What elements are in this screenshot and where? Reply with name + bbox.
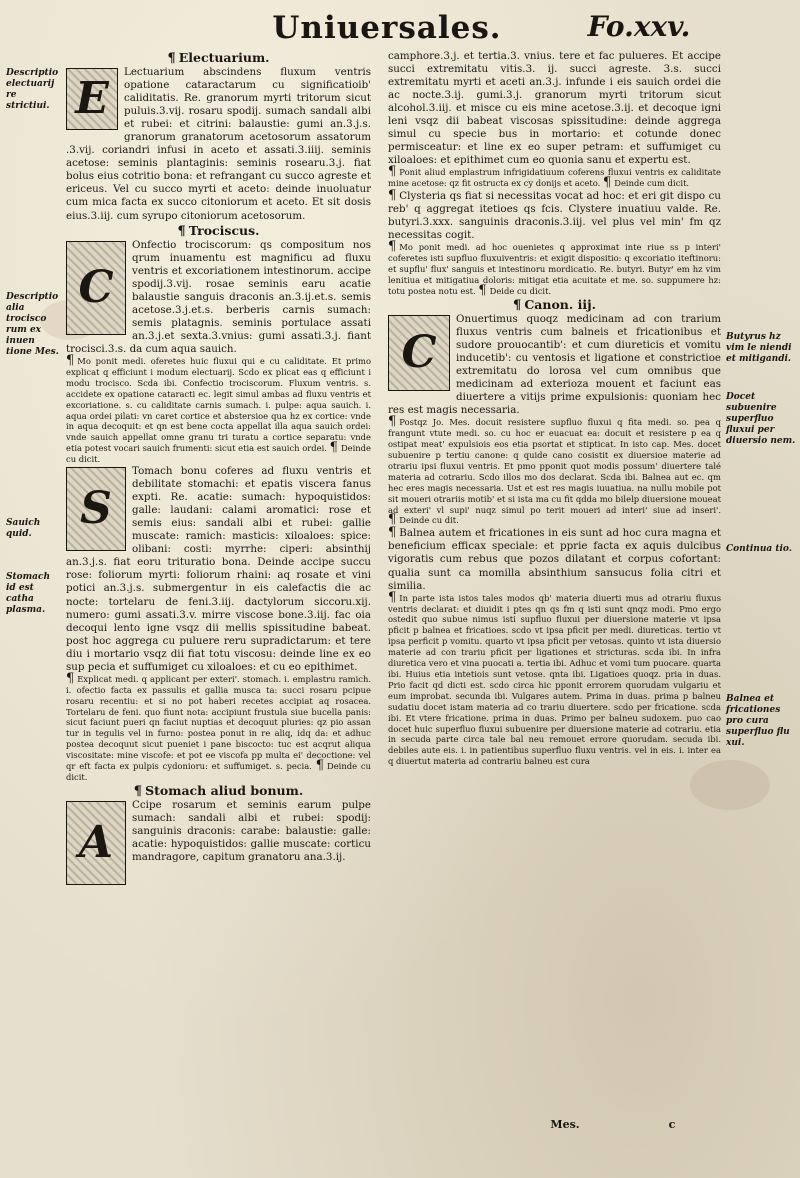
body-paragraph: ¶ Balnea autem et fricationes in eis sunt ad hoc cura magna et beneficium efficax speciale: et pprie facta ex aquis dulcibus vigoratis cum rebus que pozos dilatant et corpus cofortant: qualia sunt ca momilla absinthium sansucus folia citri et similia. bbox=[388, 525, 721, 592]
running-title: Uniuersales. bbox=[272, 10, 502, 46]
commentary-note: ¶ Mo ponit medi. oferetes huic fluxui qui e cu caliditate. Et primo explicat q efficiunt i modum electuarij. Scdo ex plicat eas q efficiunt i modu trocisco. Scda ibi. Confectio trociscorum. Fluxum ventris. s. accidete ex opatione cataracti ec. legit simul ambas ad fluxu ventris et excoriatione. s. cu caliditate carnis sumach. i. pulpe: aqua sauich. i. aqua ordei pilati: vn caret cortice et abstersioe qua hz ex cortice: vnde in aqua decoquit: et qn est bene cocta appellat illa aqua sauich ordei: vnde sauich appellat omne granu tri turatu a cortice separatu: vnde etia potest vocari sauich frumenti: sicut etia est sauich ordei. ¶ Deinde cu dicit. bbox=[66, 352, 371, 465]
right-column bbox=[388, 50, 721, 1130]
decorated-initial: A bbox=[66, 801, 126, 885]
margin-note: Continua tio. bbox=[726, 544, 792, 554]
pilcrow-icon: ¶ bbox=[388, 164, 397, 180]
body-paragraph: Lectuarium abscindens fluxum ventris opatione cataractarum cu significatioib' caliditatis. Re. granorum myrti tritorum sicut puluis.3.vij. rosaru spodij. sumach sandali albi et rubei: et citrini: balaustie: gumi an.3.j.s. granorum granatorum acetosorum assatorum .3.vij. coriandri infusi in aceto et assati.3.iiij. seminis acetose: seminis plantaginis: seminis rosearu.3.j. fiat bolus eius cotritio bona: et refrangant cu succo agreste et ericeus. Vel cu succo myrti et aceto: deinde inuoluatur cum mica facta ex succo citoniorum et aceto. Et sit dosis eius.3.iij. cum syrupo citoniorum acetosorum. bbox=[66, 66, 371, 222]
pilcrow-icon: ¶ bbox=[177, 223, 186, 239]
body-paragraph: camphore.3.j. et tertia.3. vnius. tere et fac pulueres. Et accipe succi extremitatu vitis.3. ij. succi agreste. 3.s. succi extremitatu myrti et aceti an.3.j. infunde i eis sauich ordei die ac nocte.3.ij. gumi.3.j. granorum myrti tritorum sicut alcohol.3.iij. et misce cu eis mine acetose.3.ij. et decoque igni leni vsqz dii babeat viscosas spissitudine: deinde aggrega simul cu specie bus in mortario: et cotunde donec permisceatur: et line ex eo super petram: et suffumiget cu xiloaloes: et epithimet cum eo quonia sanu et expertu est. bbox=[388, 50, 721, 167]
signature-letter: c bbox=[668, 1118, 676, 1131]
section-heading: ¶ Electuarium. bbox=[167, 50, 270, 66]
pilcrow-icon: ¶ bbox=[388, 239, 397, 255]
pilcrow-icon: ¶ bbox=[388, 414, 397, 430]
commentary-note: ¶ Ponit aliud emplastrum infrigidatiuum coferens fluxui ventris ex caliditate mine acetose: qz fit ostructa ex cy donijs et aceto. ¶ Deinde cum dicit. bbox=[388, 164, 721, 191]
decorated-initial: S bbox=[66, 467, 126, 551]
body-paragraph: Tomach bonu coferes ad fluxu ventris et debilitate stomachi: et epatis viscera fanus expti. Re. acatie: sumach: hypoquistidos: galle: laudani: calami aromatici: rose et semis eius: sandali albi et rubei: gallie muscate: ramich: masticis: xiloaloes: spice: olibani: costi: myrrhe: ciperi: absinthij an.3.j.s. fiat eoru trituratio bona. Deinde accipe succu rose: foliorum myrti: foliorum rhaini: aq rosate et vini potici an.3.j.s. submergentur in eis calefactis die ac nocte: tortelaru de feni.3.iij. dactylorum siccoru.xij. numero: gumi assati.3.v. mirre viscose bone.3.iij. fac oia decoqui lento igne vsqz dii mellis spissitudine babeat. post hoc aggrega cu puluere reru supradictarum: et tere diu i mortario vsqz dii fiat totu viscosu: deinde line ex eo sup pecia et suffumiget cu xiloaloes: et cu eo epithimet. bbox=[66, 465, 371, 673]
pilcrow-icon: ¶ bbox=[388, 525, 397, 541]
decorated-initial: C bbox=[388, 315, 450, 391]
decorated-initial: E bbox=[66, 68, 118, 130]
signature-mark: Mes. bbox=[550, 1118, 580, 1131]
left-column bbox=[66, 50, 371, 1130]
margin-note: Sauich quid. bbox=[6, 518, 41, 539]
section-heading: ¶ Canon. iij. bbox=[513, 296, 596, 313]
section-heading: ¶ Stomach aliud bonum. bbox=[133, 782, 304, 799]
margin-note: Butyrus hz vim le niendi et mitigandi. bbox=[726, 332, 792, 364]
margin-note: Descriptio electuarij re strictiui. bbox=[6, 68, 59, 111]
pilcrow-icon: ¶ bbox=[513, 297, 522, 313]
pilcrow-icon: ¶ bbox=[388, 188, 397, 204]
body-paragraph: Onuertimus quoqz medicinam ad con trarium fluxus ventris cum balneis et fricationibus et sudore prouocantib': et cum diureticis et vomitu inducetib': cu ventosis et ligatione et constrictioe extremitatu do lorosa vel cum omnibus que medicinam ad exterioza mouent et faciunt eas diuertere a vitijs prime expulsionis: quoniam hec res est magis necessaria. bbox=[388, 312, 721, 417]
pilcrow-icon: ¶ bbox=[315, 758, 324, 774]
pilcrow-icon: ¶ bbox=[167, 51, 176, 66]
folio-number: Fo.xxv. bbox=[587, 10, 691, 43]
pilcrow-icon: ¶ bbox=[602, 175, 612, 191]
commentary-note: ¶ In parte ista istos tales modos qb' materia diuerti mus ad otrariu fluxus ventris declarat: et diuidit i ptes qn qs fm q isti sunt qnqz modi. Pmo ergo ostedit quo subue nimus isti supfluo fluxui per diuersione materie vt ipsa pficit p balnea et fricatioes. scdo vt ipsa pficit per medi. diureticas. tertio vt ipsa perficit p vomitu. quarto vt ipsa pficit per vetosas. quinto vt ista diuersio materie ad con trariu pficit per ligationes et stricturas. scda ibi. In infra diuretica vero et vina puocati a. tertia ibi. Adhuc et vomi tum puocare. quarta ibi. Huius etia intetiois sunt vetose. qnta ibi. Ligatioes quoqz. pria in duas. Prio facit qd dicti est. scdo circa hic pponit errorem quorudam vulgariu et eum improbat. secunda ibi. Vulgares autem. Prima in duas. prima p balneu sudatiu docet istam materia ad co trariu diuertere. scdo per fricatione. scda ibi. Et vtere fricatione. prima in duas. Primo per balneu sudoxem. puo cao docet huic superfluo fluxui subuenire per diuersione materie ad cotrariu. etia in secuda parte circa tale bal neu remouet errore quorudam. secuda ibi. debiles aute eis. i. in patientibus superfluo fluxu ventris. vel in eis. i. inter ea q diuertut materia ad contrariu balneu est cura bbox=[388, 589, 721, 767]
pilcrow-icon: ¶ bbox=[388, 512, 397, 528]
margin-note: Stomach id est catha plasma. bbox=[6, 572, 51, 615]
body-paragraph: ¶ Clysteria qs fiat si necessitas vocat ad hoc: et eri git dispo cu reb' q aggregat itetioes qs fcis. Clystere inuatiuu valde. Re. butyri.3.xxx. sanguinis draconis.3.iij. vel plus vel min' fm qz necessitas cogit. bbox=[388, 188, 721, 242]
body-paragraph: Onfectio trociscorum: qs compositum nos qrum inuamentu est magnificu ad fluxu ventris et excoriationem intestinorum. accipe spodij.3.vij. rosae seminis earu acatie balaustie sanguis draconis an.3.ij.et.s. semis acetose.3.j.et.s. berberis carnis sumach: semis platagnis. seminis portulace assati an.3.j.et sexta.3.vnius: gumi assati.3.j. fiant trocisci.3.s. da cum aqua sauich. bbox=[66, 238, 371, 355]
decorated-initial: C bbox=[66, 241, 126, 335]
section-heading: ¶ Trociscus. bbox=[177, 222, 260, 239]
margin-note: Balnea et fricationes pro cura superfluo flu xui. bbox=[726, 694, 790, 748]
pilcrow-icon: ¶ bbox=[478, 283, 487, 299]
commentary-note: ¶ Explicat medi. q applicant per exteri'. stomach. i. emplastru ramich. i. ofectio facta ex passulis et gallia musca ta: succi rosaru pcipue rosaru recentiu: et si no pot haberi recetes accipiat aq rosacea. Tortelaru de feni. quo fiunt nota: accipiunt frustula siue bucella panis: sicut faciunt pueri qn faciut nuptias et decoquut pluries: qz pio assan tur in tegulis vel in furno: postea ponut in re aliq, idq da: et adhuc postea decoquut sicut pueniet i pane biscocto: tuc est acqrut aliqua viscositate: mine viscofe: et pot ee viscofa pp multa ei' decoctione: vel qr eft facta ex pulpis cydonioru: et suffumiget. s. pecia. ¶ Deinde cu dicit. bbox=[66, 670, 371, 782]
pilcrow-icon: ¶ bbox=[329, 440, 338, 456]
pilcrow-icon: ¶ bbox=[66, 352, 75, 368]
pilcrow-icon: ¶ bbox=[388, 589, 397, 605]
commentary-note: ¶ Postqz Jo. Mes. docuit resistere supfluo fluxui q fita medi. so. pea q frangunt vtute medi. so. cu hoc er euacuat ea: docuit et resistere p ea q ostipat meat' expulsiois eos etia psortat et stipticat. In isto cap. Mes. docet subuenire p tertiu canone: q quide cano cosistit ex diuersioe materie ad otrariu ipsi fluxui ventris. Et pmo pponit quot modis possum' diuertere talé materia ad cotrariu. Scdo illos mo dos declarat. Scda ibi. Balnea aut ec. qm hec eres magis necessaria. Ust et est res magis iuuatiua. na nullu mobile pot sit moueri otrariis motib' et si ista ma cu fit qdda mo bilelp diuersione moueat ad exteri' vl supi' nuqz simul po terit moueri ad interi' siue ad inseri'. ¶ Deinde cu dit. bbox=[388, 414, 721, 528]
body-paragraph: Ccipe rosarum et seminis earum pulpe sumach: sandali albi et rubei: spodij: sanguinis draconis: carabe: balaustie: galle: acatie: hypoquistidos: gallie muscate: corticu mandragore, capitum granatoru ana.3.ij. bbox=[132, 798, 371, 864]
margin-note: Docet subuenire superfluo fluxui per diuersio nem. bbox=[726, 392, 796, 446]
pilcrow-icon: ¶ bbox=[66, 670, 75, 686]
commentary-note: ¶ Mo ponit medi. ad hoc ouenietes q approximat inte riue ss p interi' coferetes isti supfluo fluxuiventris: et exigit dispositio: q excoriatio iteftinoru: et supflu' flux' sanguis et intestinoru mordicatio. Re. butyri. Butyr' em hz vim lenitiua et mitigatiua doloris: mitigat etia acuitate et me. so. suppumere hz: totu postea notu est. ¶ Deide cu dicit. bbox=[388, 239, 721, 299]
margin-note: Descriptio alia trocisco rum ex inuen tione Mes. bbox=[6, 292, 59, 357]
pilcrow-icon: ¶ bbox=[133, 783, 143, 799]
